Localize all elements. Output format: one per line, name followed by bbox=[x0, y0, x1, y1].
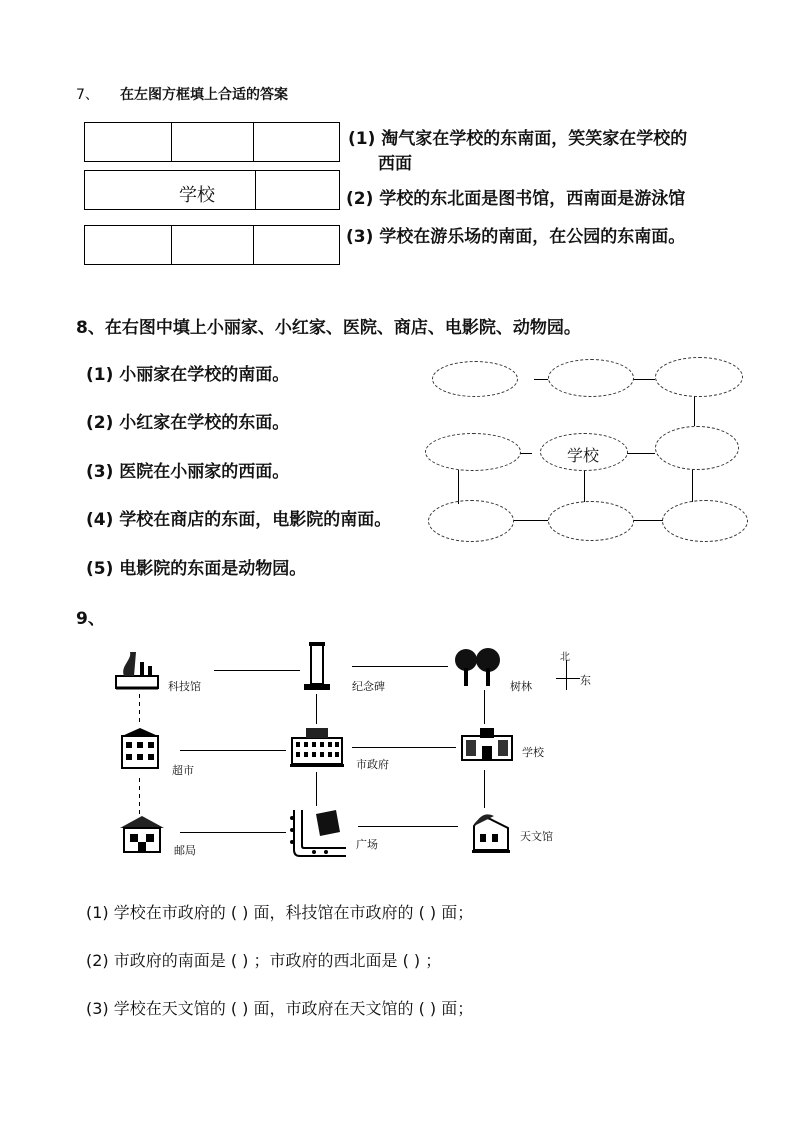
q7-row-middle bbox=[84, 170, 340, 210]
map-road bbox=[484, 690, 485, 724]
map-road bbox=[484, 770, 485, 808]
q7-clue-1-cont: 西面 bbox=[378, 154, 412, 174]
connector-line bbox=[633, 379, 655, 380]
q7-cell-divider bbox=[253, 226, 254, 264]
q7-cell-divider bbox=[255, 171, 256, 209]
label-woods: 树林 bbox=[510, 680, 532, 693]
plaza-icon bbox=[286, 806, 350, 860]
q8-item-2: (2) 小红家在学校的东面。 bbox=[86, 413, 290, 433]
label-post-office: 邮局 bbox=[174, 844, 196, 857]
map-road bbox=[358, 826, 458, 827]
q7-clue-3: (3) 学校在游乐场的南面，在公园的东南面。 bbox=[346, 227, 686, 247]
label-plaza: 广场 bbox=[356, 838, 378, 851]
map-road bbox=[352, 666, 448, 667]
q7-row-top bbox=[84, 122, 340, 162]
q8-heading: 8、在右图中填上小丽家、小红家、医院、商店、电影院、动物园。 bbox=[76, 318, 581, 338]
connector-line bbox=[514, 520, 548, 521]
q7-row-bottom bbox=[84, 225, 340, 265]
label-science-museum: 科技馆 bbox=[168, 680, 201, 693]
label-monument: 纪念碑 bbox=[352, 680, 385, 693]
connector-line bbox=[534, 379, 548, 380]
blank-ellipse bbox=[655, 426, 739, 470]
blank-ellipse bbox=[548, 501, 634, 541]
connector-line bbox=[627, 453, 655, 454]
map-road bbox=[214, 670, 300, 671]
label-school: 学校 bbox=[522, 746, 544, 759]
q8-item-1: (1) 小丽家在学校的南面。 bbox=[86, 365, 290, 385]
q7-number: 7、 bbox=[76, 87, 99, 103]
connector-line bbox=[584, 470, 585, 502]
map-road bbox=[352, 747, 456, 748]
connector-line bbox=[633, 520, 663, 521]
map-road bbox=[180, 750, 286, 751]
compass-north-label: 北 bbox=[560, 652, 570, 663]
trees-icon bbox=[452, 646, 504, 688]
monument-icon bbox=[300, 640, 334, 692]
compass-east-line bbox=[556, 678, 580, 679]
label-planetarium: 天文馆 bbox=[520, 830, 553, 843]
blank-ellipse bbox=[662, 500, 748, 542]
blank-ellipse bbox=[548, 359, 634, 397]
q7-clue-2: (2) 学校的东北面是图书馆，西南面是游泳馆 bbox=[346, 189, 686, 209]
planetarium-icon bbox=[468, 808, 514, 854]
q9-number: 9、 bbox=[76, 609, 105, 629]
q7-heading: 在左图方框填上合适的答案 bbox=[120, 87, 288, 103]
connector-line bbox=[520, 453, 532, 454]
q8-item-4: (4) 学校在商店的东面，电影院的南面。 bbox=[86, 510, 392, 530]
post-office-icon bbox=[116, 812, 168, 856]
blank-ellipse bbox=[425, 433, 521, 471]
label-supermarket: 超市 bbox=[172, 764, 194, 777]
map-road bbox=[316, 694, 317, 724]
q9-question-2: (2) 市政府的南面是 ( ) ；市政府的西北面是 ( ) ； bbox=[86, 951, 442, 970]
map-road bbox=[139, 694, 140, 724]
map-road bbox=[180, 832, 286, 833]
q7-cell-divider bbox=[171, 226, 172, 264]
science-museum-icon bbox=[112, 646, 162, 692]
q7-clue-1: (1) 淘气家在学校的东南面，笑笑家在学校的 bbox=[348, 129, 688, 149]
connector-line bbox=[694, 396, 695, 426]
blank-ellipse bbox=[655, 357, 743, 397]
q8-item-5: (5) 电影院的东面是动物园。 bbox=[86, 559, 307, 579]
school-icon bbox=[458, 724, 516, 764]
connector-line bbox=[692, 470, 693, 502]
blank-ellipse bbox=[432, 361, 518, 397]
map-road bbox=[316, 772, 317, 806]
school-ellipse bbox=[540, 433, 628, 471]
connector-line bbox=[458, 470, 459, 504]
compass-east-label: 东 bbox=[580, 674, 591, 687]
supermarket-icon bbox=[116, 726, 164, 772]
q7-cell-divider bbox=[253, 123, 254, 161]
q9-question-3: (3) 学校在天文馆的 ( ) 面，市政府在天文馆的 ( ) 面； bbox=[86, 999, 474, 1018]
blank-ellipse bbox=[428, 500, 514, 542]
compass-north-line bbox=[566, 660, 567, 690]
city-hall-icon bbox=[288, 724, 346, 768]
q7-school-label: 学校 bbox=[179, 185, 215, 206]
label-city-hall: 市政府 bbox=[356, 758, 389, 771]
q8-school-label: 学校 bbox=[567, 446, 600, 465]
q7-cell-divider bbox=[171, 123, 172, 161]
q8-item-3: (3) 医院在小丽家的西面。 bbox=[86, 462, 290, 482]
map-road bbox=[139, 778, 140, 814]
q9-question-1: (1) 学校在市政府的 ( ) 面，科技馆在市政府的 ( ) 面； bbox=[86, 903, 474, 922]
